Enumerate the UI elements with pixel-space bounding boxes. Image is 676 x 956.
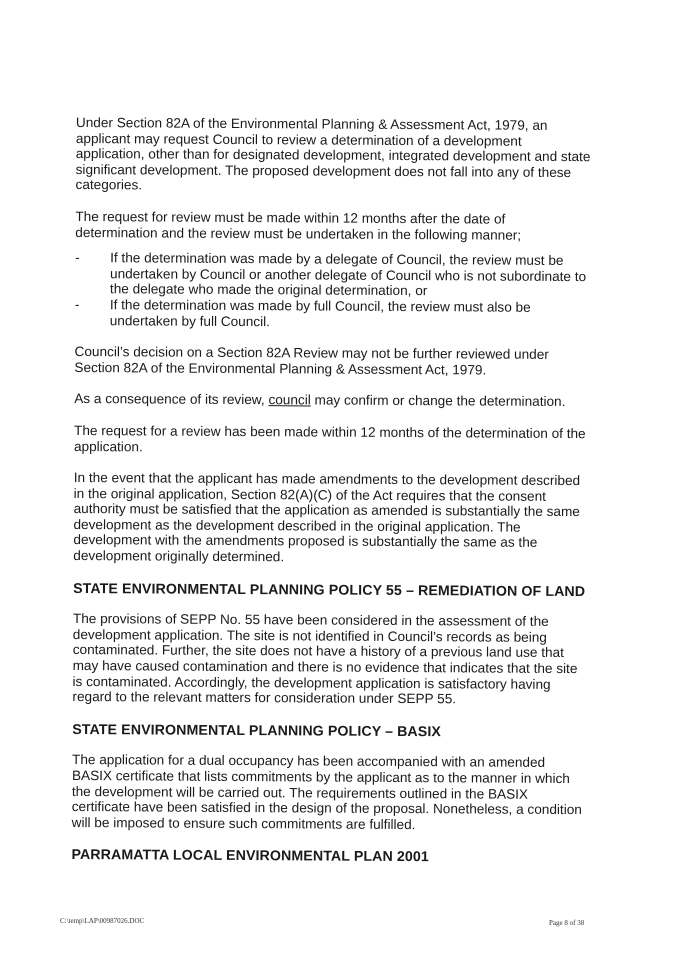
list-marker: - xyxy=(75,250,80,266)
document-body xyxy=(71,115,592,881)
list-item xyxy=(75,297,591,331)
paragraph-basix: The application for a dual occupancy has been accompanied with an amended BASIX certificate that lists commitments by the applicant as to the manner in which the development will be carried out. The requirements outlined in the BASIX certificate have been satisfied in the design of the proposal. Nonetheless, a condition will be imposed to ensure such commitments are fulfilled. xyxy=(71,752,582,832)
footer-page-number: Page 8 of 38 xyxy=(549,919,585,927)
list-item-text: If the determination was made by a delegate of Council, the review must be undertaken by Council or another delegate of Council who is not subordinate to the delegate who made the original determination, or xyxy=(109,250,587,299)
underlined-word: council xyxy=(268,392,311,408)
review-manner-list xyxy=(75,250,591,331)
footer-file-path: C:\temp\LAP\00987026.DOC xyxy=(60,917,145,925)
list-item-text: If the determination was made by full Council, the review must also be undertaken by full Council. xyxy=(109,297,531,329)
list-item xyxy=(75,250,591,300)
paragraph-review-timeframe: The request for review must be made within 12 months after the date of determination and the review must be undertaken in the following manner; xyxy=(75,208,522,243)
section-heading-lep2001: PARRAMATTA LOCAL ENVIRONMENTAL PLAN 2001 xyxy=(71,847,429,866)
paragraph-request-timing: The request for a review has been made within 12 months of the determination of the application. xyxy=(73,422,586,454)
text-run: may confirm or change the determination. xyxy=(310,392,566,410)
paragraph-sepp55: The provisions of SEPP No. 55 have been considered in the assessment of the development application. The site is not identified in Council’s records as being contaminated. Further, the site does not have a history of a previous land use that may have caused contamination and there is no evidence that indicates that the site is contaminated. Accordingly, the development application is satisfactory having regard to the relevant matters for consideration under SEPP 55. xyxy=(72,611,578,707)
section-heading-sepp55: STATE ENVIRONMENTAL PLANNING POLICY 55 – REMEDIATION OF LAND xyxy=(73,580,586,600)
list-marker: - xyxy=(74,296,80,312)
section-heading-basix: STATE ENVIRONMENTAL PLANNING POLICY – BASIX xyxy=(72,721,442,741)
paragraph-section-82a: Under Section 82A of the Environmental Planning & Assessment Act, 1979, an applicant may request Council to review a determination of a development application, other than for designated development, integrated development and state significant development. The proposed development does not fall into any of these categories. xyxy=(75,115,591,193)
text-run: As a consequence of its review, xyxy=(74,391,269,408)
paragraph-consequence xyxy=(74,391,590,410)
paragraph-amendments: In the event that the applicant has made amendments to the development described in the original application, Section 82(A)(C) of the Act requires that the consent authority must be satisfied that the application as amended is substantially the same development as the development described in the original application. The development with the amendments proposed is substantially the same as the development originally determined. xyxy=(73,470,581,565)
paragraph-no-further-review: Council’s decision on a Section 82A Review may not be further reviewed under Section 82A of the Environmental Planning & Assessment Act, 1979. xyxy=(74,344,549,378)
